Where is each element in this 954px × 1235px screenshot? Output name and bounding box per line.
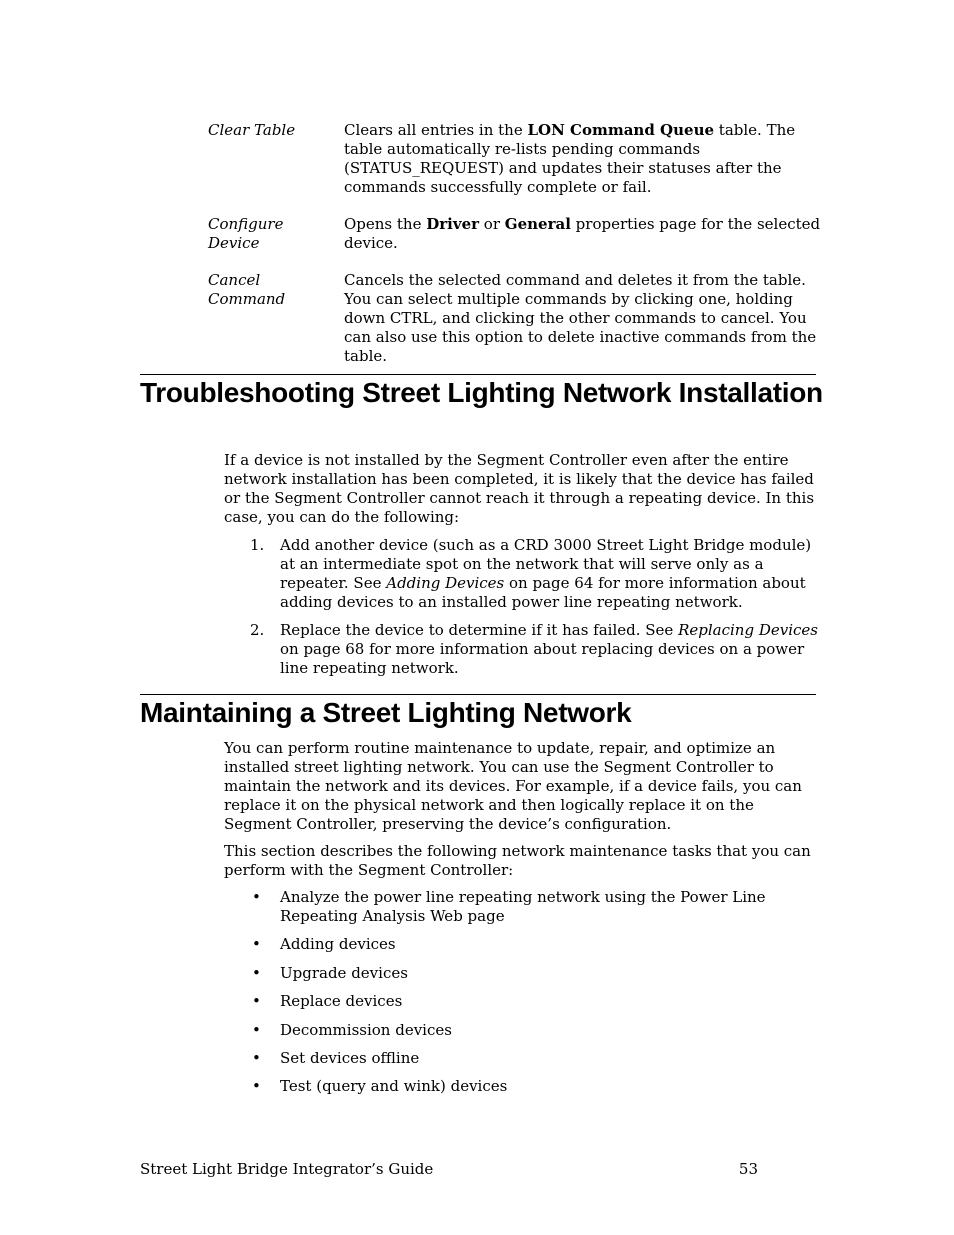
definition-term: Configure Device bbox=[208, 215, 284, 252]
list-item bbox=[250, 1021, 825, 1040]
text-run: Replace the device to determine if it has failed. See bbox=[280, 621, 679, 639]
definition-term: Cancel Command bbox=[208, 271, 286, 308]
bullet-text: Replace devices bbox=[280, 992, 403, 1011]
text-run: on page 68 for more information about replacing devices on a power line repeating network. bbox=[280, 640, 805, 677]
text-run: Cancels the selected command and deletes it from the table. You can select multiple commands by clicking one, holding down CTRL, and clicking the other commands to cancel. You can also use this option to delete inactive commands from the table. bbox=[344, 271, 817, 365]
text-run: properties page for the selected device. bbox=[344, 215, 821, 252]
bullet-icon: • bbox=[252, 963, 261, 982]
bullet-text: Test (query and wink) devices bbox=[280, 1077, 508, 1096]
list-item bbox=[250, 935, 825, 954]
text-run: Add another device (such as a CRD 3000 Street Light Bridge module) at an intermediate spot on the network that will serve only as a repeater. See bbox=[280, 536, 812, 592]
text-run: table. The table automatically re-lists pending commands (STATUS_REQUEST) and updates their statuses after the commands successfully complete or fail. bbox=[344, 121, 796, 196]
text-run: Opens the bbox=[344, 215, 427, 233]
footer-guide-title: Street Light Bridge Integrator’s Guide bbox=[140, 1160, 434, 1178]
bullet-icon: • bbox=[252, 1048, 261, 1067]
step-text bbox=[280, 621, 825, 678]
text-run: on page 64 for more information about adding devices to an installed power line repeating network. bbox=[280, 574, 806, 611]
section-divider bbox=[140, 374, 816, 375]
maintenance-task-list bbox=[250, 888, 825, 1106]
definition-description bbox=[344, 215, 828, 253]
text-run: or bbox=[479, 215, 505, 233]
bullet-text: Set devices offline bbox=[280, 1048, 420, 1067]
bold-term: General bbox=[504, 215, 571, 233]
step-number: 1. bbox=[250, 536, 265, 554]
maintaining-paragraph-2: This section describes the following network maintenance tasks that you can perform with the Segment Controller: bbox=[224, 842, 811, 879]
section-heading-maintaining: Maintaining a Street Lighting Network bbox=[140, 697, 632, 728]
bullet-icon: • bbox=[252, 1077, 261, 1096]
bullet-text: Analyze the power line repeating network using the Power Line Repeating Analysis Web page bbox=[280, 888, 766, 925]
footer-page-number: 53 bbox=[738, 1160, 758, 1178]
bullet-icon: • bbox=[252, 1020, 261, 1039]
list-item bbox=[250, 1049, 825, 1068]
troubleshooting-steps bbox=[250, 536, 825, 687]
bullet-icon: • bbox=[252, 992, 261, 1011]
definition-term: Clear Table bbox=[208, 121, 296, 139]
bullet-icon: • bbox=[252, 935, 261, 954]
step-number: 2. bbox=[250, 621, 265, 639]
troubleshooting-intro: If a device is not installed by the Segment Controller even after the entire network installation has been completed, it is likely that the device has failed or the Segment Controller cannot reach it through a repeating device. In this case, you can do the following: bbox=[224, 451, 815, 526]
list-item bbox=[250, 888, 825, 926]
section-divider bbox=[140, 694, 816, 695]
maintaining-paragraph-1: You can perform routine maintenance to update, repair, and optimize an installed street lighting network. You can use the Segment Controller to maintain the network and its devices. For example, if a device fails, you can replace it on the physical network and then logically replace it on the Segment Controller, preserving the device’s configuration. bbox=[224, 739, 802, 833]
definition-row bbox=[208, 271, 828, 366]
definition-description bbox=[344, 121, 828, 197]
page-footer bbox=[140, 1160, 760, 1179]
definition-description bbox=[344, 271, 828, 366]
option-definition-list bbox=[208, 121, 828, 384]
bullet-text: Decommission devices bbox=[280, 1020, 452, 1039]
bullet-icon: • bbox=[252, 888, 261, 906]
list-item bbox=[250, 536, 825, 612]
list-item bbox=[250, 621, 825, 678]
bullet-text: Upgrade devices bbox=[280, 963, 408, 982]
step-text bbox=[280, 536, 825, 612]
bullet-text: Adding devices bbox=[280, 935, 396, 954]
list-item bbox=[250, 1077, 825, 1096]
bold-term: LON Command Queue bbox=[527, 121, 715, 139]
text-run: Clears all entries in the bbox=[344, 121, 528, 139]
cross-reference-title: Adding Devices bbox=[386, 574, 505, 592]
list-item bbox=[250, 992, 825, 1011]
list-item bbox=[250, 964, 825, 983]
definition-row bbox=[208, 121, 828, 197]
section-heading-troubleshooting: Troubleshooting Street Lighting Network Installation bbox=[140, 377, 823, 408]
cross-reference-title: Replacing Devices bbox=[678, 621, 818, 639]
definition-row bbox=[208, 215, 828, 253]
bold-term: Driver bbox=[426, 215, 480, 233]
